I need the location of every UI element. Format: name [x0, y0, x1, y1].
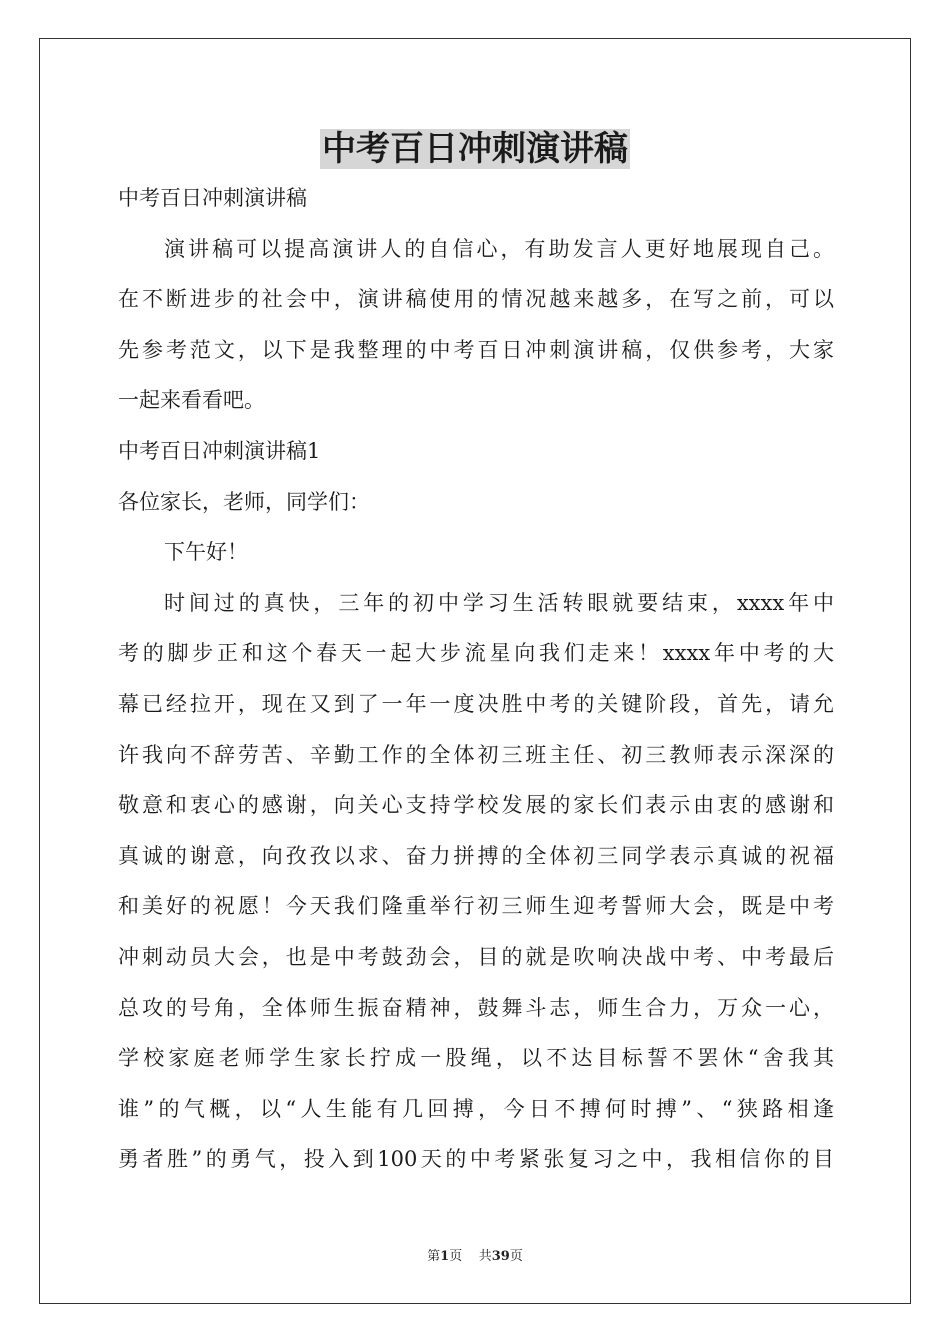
footer-page-number: 1	[440, 1249, 450, 1264]
text-line: 考的脚步正和这个春天一起大步流星向我们走来！xxxx年中考的大	[118, 641, 834, 666]
document-body	[118, 173, 834, 1185]
text-line: 学校家庭老师学生家长拧成一股绳，以不达目标誓不罢休“舍我其	[118, 1046, 834, 1071]
page-footer	[0, 1247, 950, 1267]
text-line: 中考百日冲刺演讲稿	[118, 186, 307, 210]
text-line: 冲刺动员大会，也是中考鼓劲会，目的就是吹响决战中考、中考最后	[118, 944, 834, 969]
text-line: 幕已经拉开，现在又到了一年一度决胜中考的关键阶段，首先，请允	[118, 691, 834, 716]
text-line: 真诚的谢意，向孜孜以求、奋力拼搏的全体初三同学表示真诚的祝福	[118, 843, 834, 868]
footer-page-suffix: 页	[449, 1249, 463, 1264]
text-line: 总攻的号角，全体师生振奋精神，鼓舞斗志，师生合力，万众一心，	[118, 995, 834, 1020]
footer-page-prefix: 第	[427, 1249, 441, 1264]
text-line: 先参考范文，以下是我整理的中考百日冲刺演讲稿，仅供参考，大家	[118, 337, 834, 362]
text-line: 谁”的气概，以“人生能有几回搏，今日不搏何时搏”、“狭路相逢	[118, 1096, 834, 1121]
footer-total-pages: 39	[491, 1249, 510, 1264]
text-line: 各位家长，老师，同学们：	[118, 489, 370, 514]
text-line: 一起来看看吧。	[118, 388, 265, 413]
footer-total-suffix: 页	[509, 1249, 523, 1264]
text-line: 敬意和衷心的感谢，向关心支持学校发展的家长们表示由衷的感谢和	[118, 793, 834, 818]
footer-total-prefix: 共	[478, 1249, 492, 1264]
document-title-text: 中考百日冲刺演讲稿	[322, 129, 628, 169]
document-title	[0, 124, 950, 174]
text-line: 勇者胜”的勇气，投入到100天的中考紧张复习之中，我相信你的目	[118, 1147, 834, 1172]
text-line: 许我向不辞劳苦、辛勤工作的全体初三班主任、初三教师表示深深的	[118, 742, 834, 767]
text-line: 在不断进步的社会中，演讲稿使用的情况越来越多，在写之前，可以	[118, 287, 834, 312]
text-line: 中考百日冲刺演讲稿1	[118, 438, 321, 463]
text-line: 下午好！	[164, 540, 248, 565]
text-line: 演讲稿可以提高演讲人的自信心，有助发言人更好地展现自己。	[164, 236, 834, 261]
text-line: 和美好的祝愿！今天我们隆重举行初三师生迎考誓师大会，既是中考	[118, 894, 834, 919]
text-line: 时间过的真快，三年的初中学习生活转眼就要结束，xxxx年中	[164, 590, 834, 615]
